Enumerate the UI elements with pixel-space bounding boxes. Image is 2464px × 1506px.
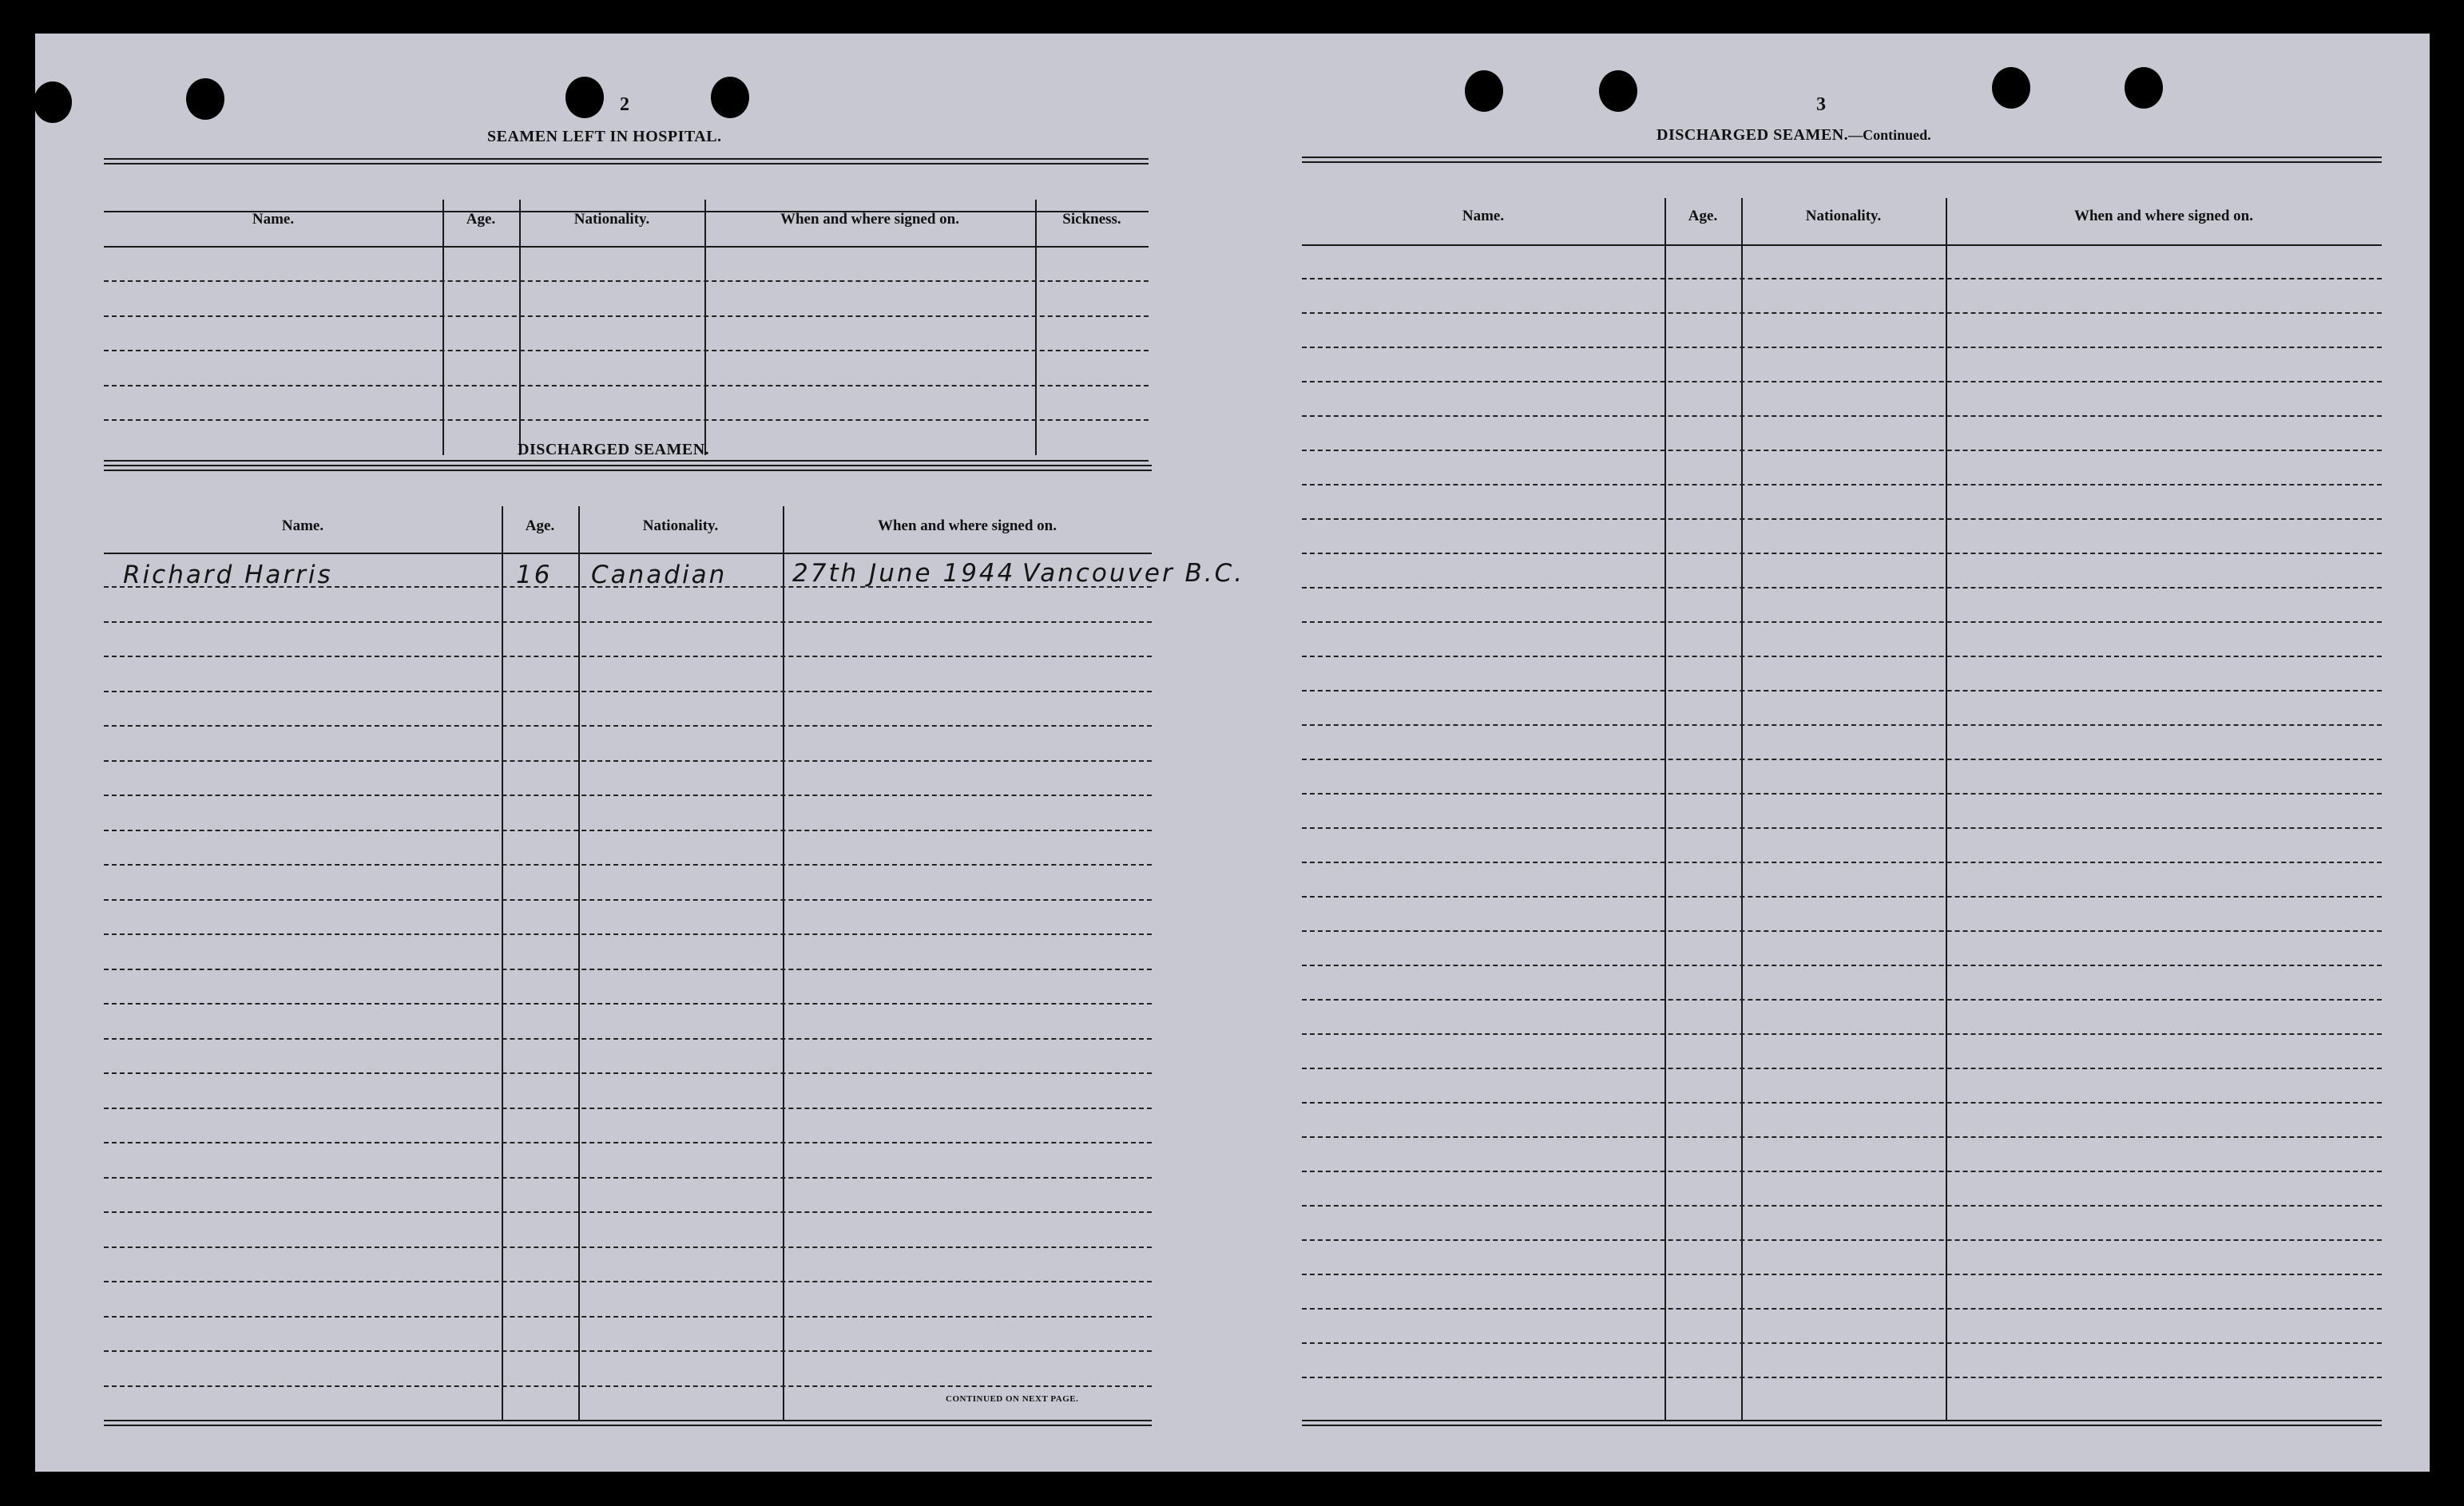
discharged-header-nationality: Nationality. bbox=[642, 517, 719, 534]
punch-hole bbox=[1992, 67, 2030, 109]
hospital-table bbox=[104, 158, 1149, 462]
register-sheet bbox=[35, 34, 2430, 1472]
hospital-header-nationality: Nationality. bbox=[573, 211, 650, 228]
hospital-header-age: Age. bbox=[466, 211, 496, 228]
continued-footer: CONTINUED ON NEXT PAGE. bbox=[946, 1394, 1079, 1404]
punch-hole bbox=[565, 77, 604, 118]
punch-hole bbox=[186, 78, 224, 120]
right-header-age: Age. bbox=[1688, 208, 1718, 224]
punch-hole bbox=[2125, 67, 2163, 109]
page-number-right: 3 bbox=[1816, 94, 1826, 115]
entry-age: 16 bbox=[516, 561, 553, 589]
discharged-continued-title bbox=[1657, 126, 1931, 145]
discharged-header-age: Age. bbox=[525, 517, 555, 534]
entry-date: 27th June 1944 bbox=[792, 559, 1016, 588]
hospital-header-signed-on: When and where signed on. bbox=[780, 211, 959, 228]
hospital-header-name: Name. bbox=[252, 211, 295, 228]
discharged-continued-title-main: DISCHARGED SEAMEN. bbox=[1657, 126, 1849, 144]
entry-nationality: Canadian bbox=[591, 561, 728, 589]
discharged-table-left bbox=[104, 465, 1245, 1428]
discharged-header-name: Name. bbox=[281, 517, 324, 534]
punch-hole bbox=[1599, 70, 1637, 112]
discharged-header-signed-on: When and where signed on. bbox=[877, 517, 1057, 534]
right-header-nationality: Nationality. bbox=[1805, 208, 1882, 224]
punch-hole bbox=[711, 77, 749, 118]
punch-hole bbox=[34, 81, 72, 123]
hospital-title: SEAMEN LEFT IN HOSPITAL. bbox=[487, 128, 722, 145]
right-header-signed-on: When and where signed on. bbox=[2073, 208, 2253, 224]
page-number-left: 2 bbox=[620, 94, 629, 115]
discharged-table-right bbox=[1302, 157, 2382, 1428]
discharged-continued-suffix: —Continued. bbox=[1848, 127, 1931, 143]
right-header-name: Name. bbox=[1462, 208, 1505, 224]
entry-name: Richard Harris bbox=[123, 561, 333, 589]
hospital-header-sickness: Sickness. bbox=[1062, 211, 1121, 228]
punch-hole bbox=[1465, 70, 1503, 112]
discharged-title: DISCHARGED SEAMEN. bbox=[518, 441, 710, 458]
entry-place: Vancouver B.C. bbox=[1022, 559, 1245, 588]
